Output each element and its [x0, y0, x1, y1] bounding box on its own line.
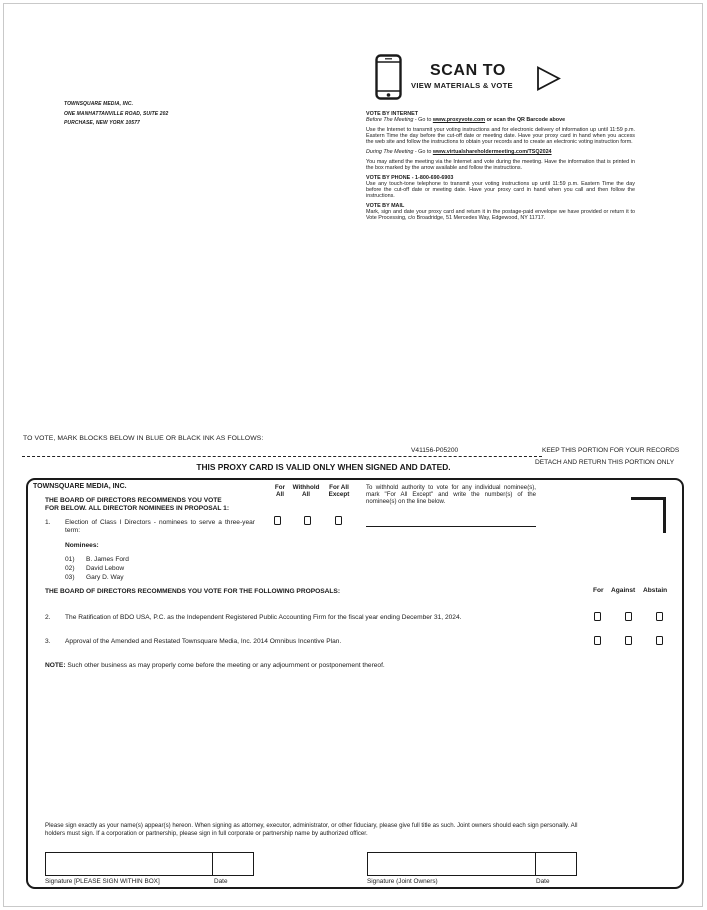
date-box[interactable]	[212, 852, 254, 876]
registration-mark	[631, 497, 666, 533]
valid-notice: THIS PROXY CARD IS VALID ONLY WHEN SIGNED AND DATED.	[196, 462, 451, 472]
joint-signature-label: Signature (Joint Owners)	[367, 878, 438, 885]
note-label: NOTE:	[45, 662, 66, 669]
date-label: Date	[214, 878, 228, 885]
col-for-all-line: All	[275, 491, 285, 499]
for-all-except-checkbox[interactable]	[335, 516, 342, 525]
nominee-exception-line[interactable]	[366, 526, 536, 527]
signing-disclaimer: Please sign exactly as your name(s) appear(s) hereon. When signing as attorney, executor, administrator, or other fiduciary, please give full title as such. Joint owners should each sign personally. All holders must sign. If a corporation or partnership, please sign in full corporate or partnership name by authorized officer.	[45, 822, 578, 837]
col-withhold-line: All	[301, 491, 311, 499]
signature-box[interactable]	[45, 852, 213, 876]
board-rec-line: THE BOARD OF DIRECTORS RECOMMENDS YOU VOTE	[45, 497, 222, 504]
company-name: TOWNSQUARE MEDIA, INC.	[33, 483, 127, 490]
proposal1-text: Election of Class I Directors - nominees to serve a three-year term:	[65, 519, 255, 534]
scan-title: SCAN TO	[430, 62, 506, 79]
to-vote-instruction: TO VOTE, MARK BLOCKS BELOW IN BLUE OR BLACK INK AS FOLLOWS:	[23, 435, 264, 442]
before-meeting-go: - Go to	[413, 117, 433, 124]
col-except-line: For All	[329, 484, 349, 491]
proposal2-abstain-checkbox[interactable]	[656, 612, 663, 621]
signature-label: Signature [PLEASE SIGN WITHIN BOX]	[45, 878, 160, 885]
proposal2-for-checkbox[interactable]	[594, 612, 601, 621]
nominee-name: David Lebow	[86, 565, 125, 572]
during-meeting-label: During The Meeting	[366, 149, 414, 156]
nominee-number: 02)	[65, 565, 75, 572]
phone-body: Use any touch-tone telephone to transmit your voting instructions up until 11:59 p.m. Eastern Time the day before the cut-off date or meeting date. Have your proxy card in hand when you call and then follow the instructions.	[366, 180, 635, 200]
proposal-text: The Ratification of BDO USA, P.C. as the Independent Registered Public Accounting Firm for the fiscal year ending December 31, 2024.	[65, 614, 462, 621]
before-meeting-line	[366, 117, 635, 123]
col-withhold-line: Withhold	[292, 484, 320, 491]
proposal-number: 3.	[45, 638, 51, 645]
internet-heading: VOTE BY INTERNET	[366, 111, 419, 117]
arrow-right-icon	[536, 66, 561, 91]
proxy-card	[26, 478, 684, 889]
nominees-heading: Nominees:	[65, 542, 99, 549]
withhold-instructions: To withhold authority to vote for any individual nominee(s), mark "For All Except" and write the number(s) of the nominee(s) on the line below.	[366, 484, 536, 506]
joint-date-box[interactable]	[535, 852, 577, 876]
during-meeting-line	[366, 149, 635, 155]
virtual-meeting-link[interactable]: www.virtualshareholdermeeting.com/TSQ2024	[432, 149, 552, 156]
joint-signature-box[interactable]	[367, 852, 536, 876]
during-meeting-go: - Go to	[413, 149, 433, 156]
nominee-number: 03)	[65, 574, 75, 581]
return-address-line: ONE MANHATTANVILLE ROAD, SUITE 202	[64, 110, 169, 117]
joint-date-label: Date	[536, 878, 550, 885]
scan-subtitle: VIEW MATERIALS & VOTE	[411, 81, 513, 90]
mail-body: Mark, sign and date your proxy card and return it in the postage-paid envelope we have provided or return it to Vote Processing, c/o Broadridge, 51 Mercedes Way, Edgewood, NY 11717.	[366, 209, 635, 222]
before-meeting-tail: or scan the QR Barcode above	[485, 117, 566, 124]
proposal3-against-checkbox[interactable]	[625, 636, 632, 645]
proposal-number: 2.	[45, 614, 51, 621]
keep-portion-label: KEEP THIS PORTION FOR YOUR RECORDS	[542, 447, 680, 454]
col-for-all-except	[324, 484, 354, 499]
col-for-all	[270, 484, 290, 499]
voting-instructions	[366, 111, 635, 225]
col-except-line: Except	[328, 491, 350, 499]
proposal-text: Approval of the Amended and Restated Townsquare Media, Inc. 2014 Omnibus Incentive Plan.	[65, 638, 342, 645]
proposal3-for-checkbox[interactable]	[594, 636, 601, 645]
board-rec-line: FOR BELOW. ALL DIRECTOR NOMINEES IN PROPOSAL 1:	[45, 505, 230, 512]
control-number: V41156-P05200	[411, 447, 459, 454]
detach-portion-label: DETACH AND RETURN THIS PORTION ONLY	[535, 459, 675, 466]
nominee-number: 01)	[65, 556, 75, 563]
return-address-line: TOWNSQUARE MEDIA, INC.	[64, 101, 134, 107]
tear-line	[22, 456, 542, 457]
phone-heading: VOTE BY PHONE - 1-800-690-6903	[366, 174, 454, 181]
return-address	[64, 100, 168, 129]
during-body: You may attend the meeting via the Internet and vote during the meeting. Have the information that is printed in the box marked by the arrow available and follow the instructions.	[366, 158, 635, 171]
internet-body: Use the Internet to transmit your voting instructions and for electronic delivery of information up until 11:59 p.m. Eastern Time the day before the cut-off date or meeting date. Have your proxy card in hand when you access the web site and follow the instructions to obtain your records and to create an electronic voting instruction form.	[366, 126, 635, 146]
withhold-all-checkbox[interactable]	[304, 516, 311, 525]
proposal1-number: 1.	[45, 519, 51, 526]
smartphone-icon	[375, 54, 402, 100]
before-meeting-label: Before The Meeting	[366, 117, 414, 124]
for-all-checkbox[interactable]	[274, 516, 281, 525]
nominee-name: Gary D. Way	[86, 574, 124, 581]
col-abstain: Abstain	[643, 587, 668, 594]
return-address-line: PURCHASE, NEW YORK 10577	[64, 120, 140, 126]
proposal3-abstain-checkbox[interactable]	[656, 636, 663, 645]
col-withhold-all	[288, 484, 324, 499]
note	[45, 662, 385, 669]
col-against: Against	[611, 587, 636, 594]
nominee-name: B. James Ford	[86, 556, 129, 563]
proposal2-against-checkbox[interactable]	[625, 612, 632, 621]
board-recommendation-proposal1	[45, 497, 229, 513]
proxyvote-link[interactable]: www.proxyvote.com	[432, 117, 486, 124]
col-for-all-line: For	[274, 484, 286, 491]
note-text: Such other business as may properly come before the meeting or any adjournment or postponement thereof.	[65, 662, 385, 669]
board-recommendation-proposals: THE BOARD OF DIRECTORS RECOMMENDS YOU VOTE FOR THE FOLLOWING PROPOSALS:	[45, 588, 341, 595]
col-for: For	[593, 587, 604, 594]
mail-heading: VOTE BY MAIL	[366, 202, 405, 209]
